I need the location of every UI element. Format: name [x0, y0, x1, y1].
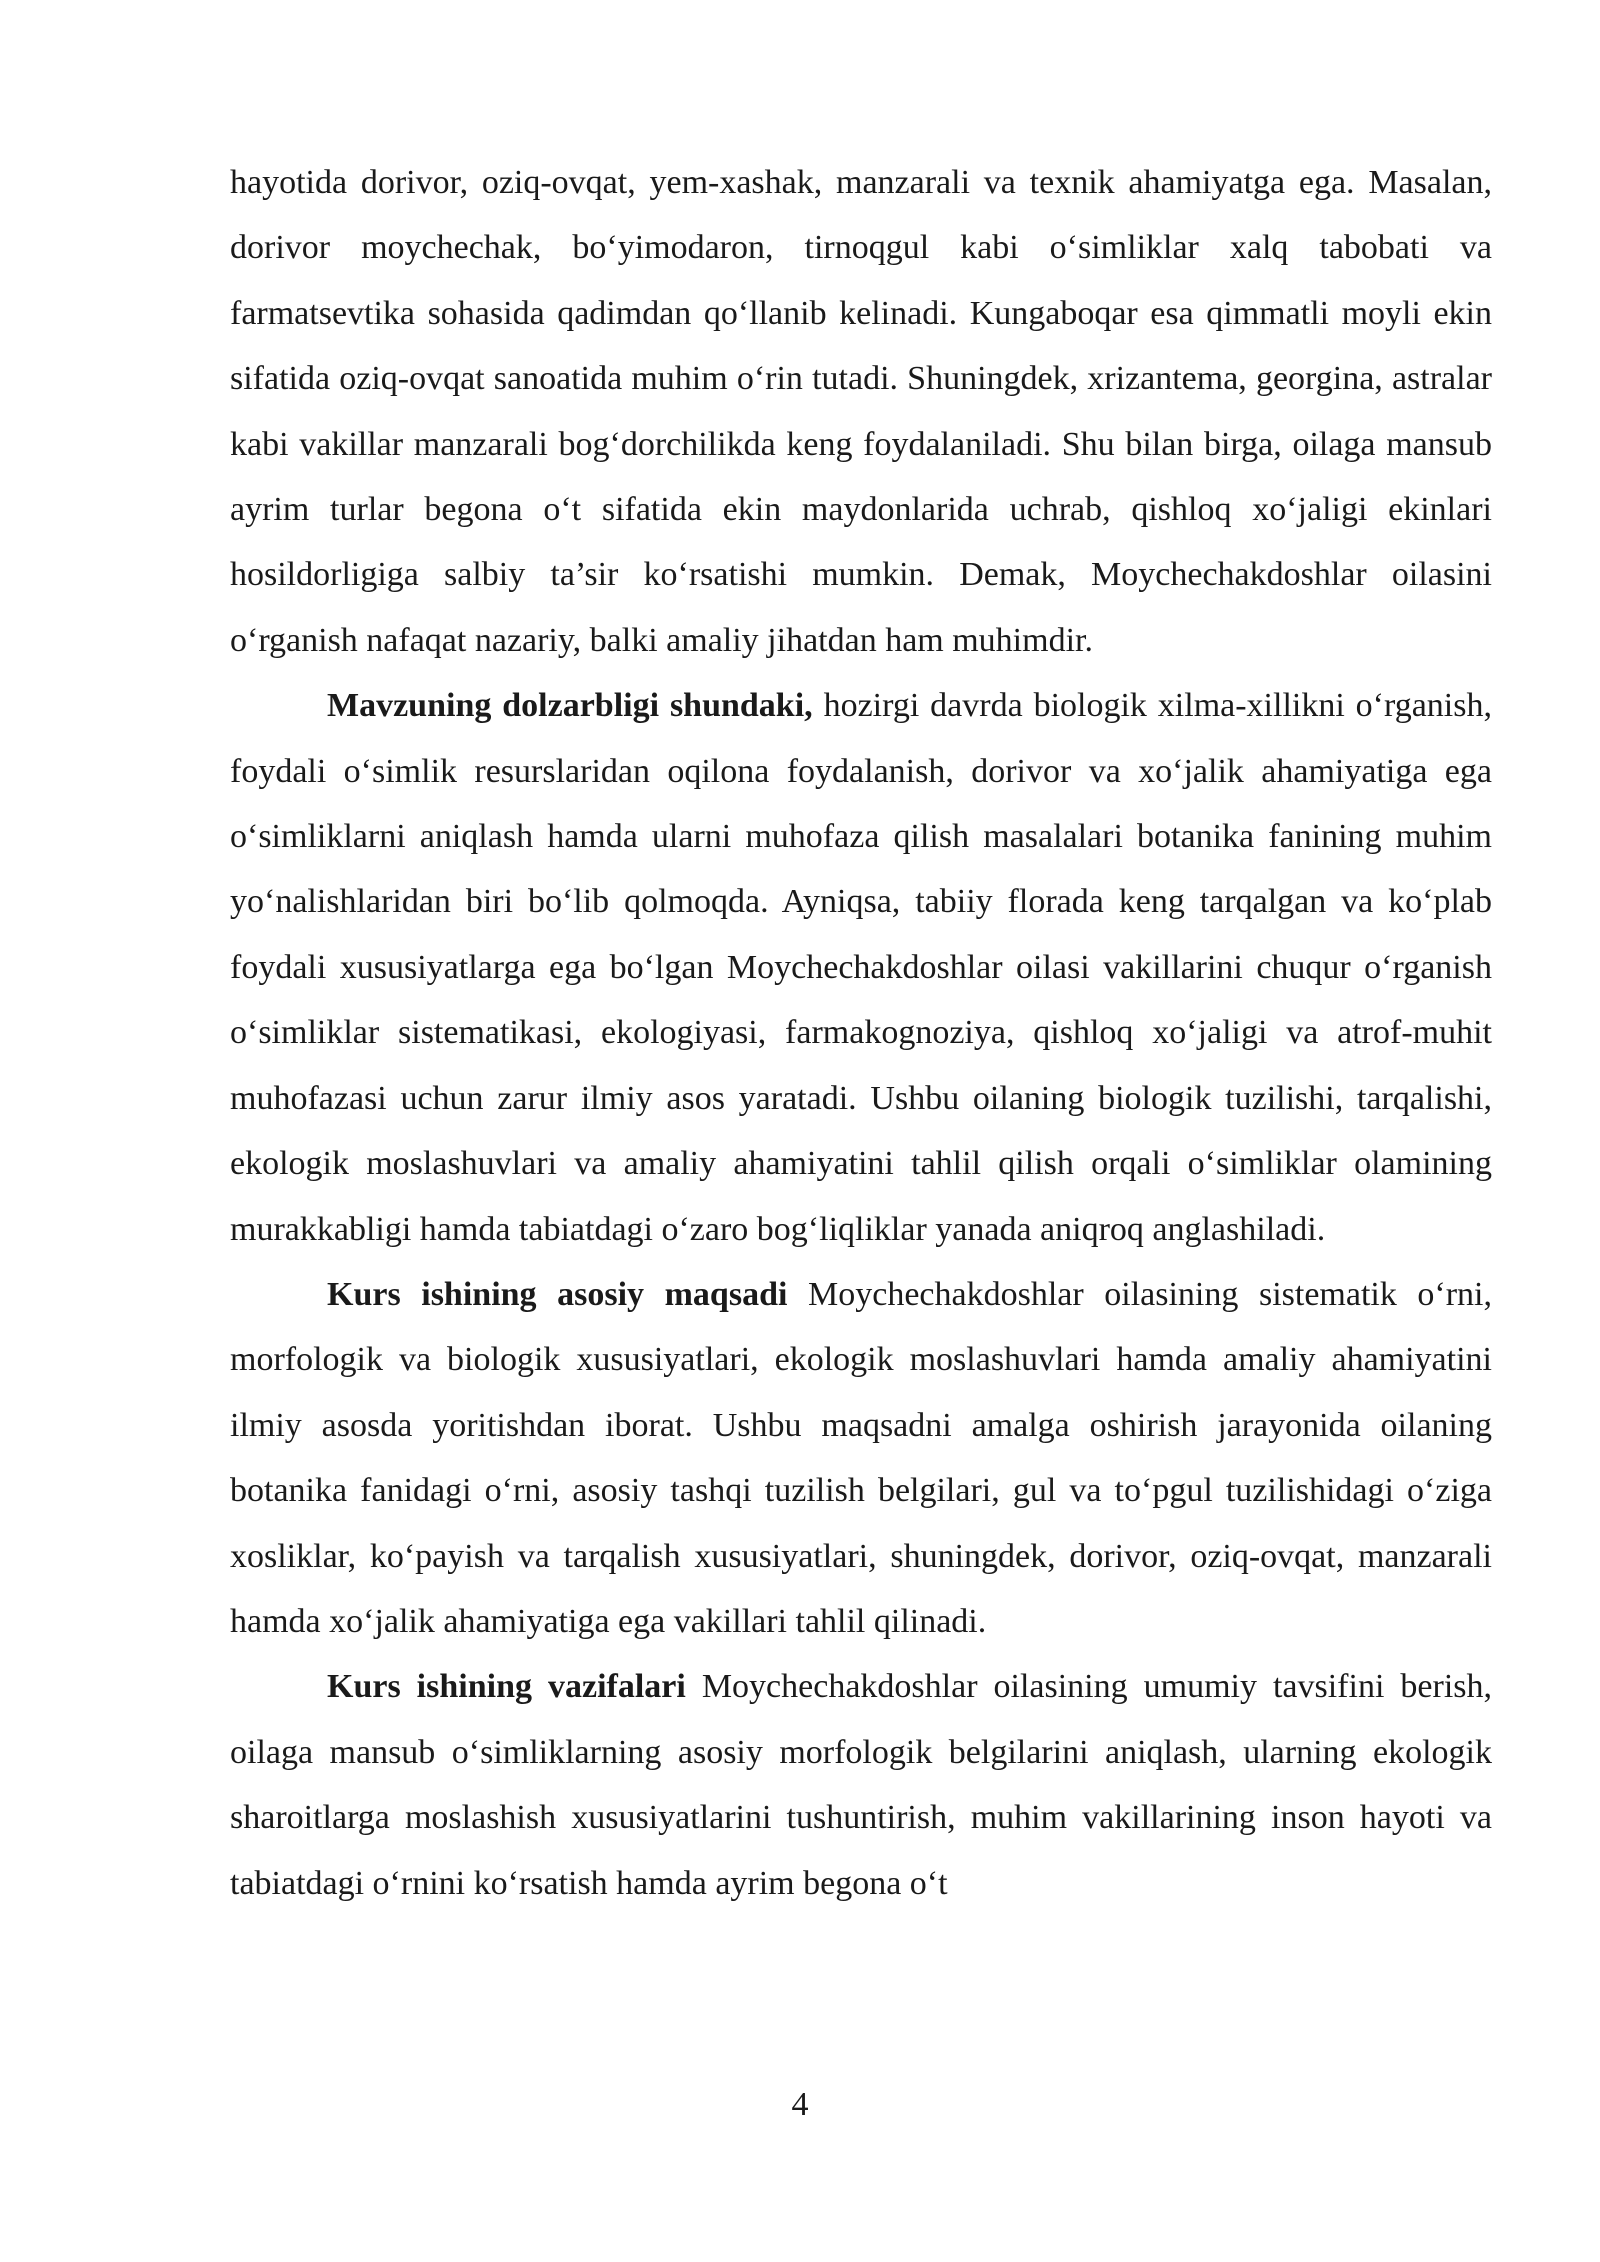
paragraph-goal [230, 1262, 1492, 1654]
body-text [230, 150, 1492, 1916]
paragraph-text: Moychechakdoshlar oilasining umumiy tavsifini berish, oilaga mansub o‘simliklarning asosiy morfologik belgilarini aniqlash, ularning ekologik sharoitlarga moslashish xususiyatlarini tushuntirish, muhim vakillarining inson hayoti va tabiatdagi o‘rnini ko‘rsatish hamda ayrim begona o‘t [230, 1668, 1492, 1902]
paragraph-lead: Mavzuning dolzarbligi shundaki, [327, 687, 813, 725]
page-number: 4 [791, 2086, 809, 2123]
paragraph-continuation [230, 150, 1492, 673]
paragraph-tasks [230, 1654, 1492, 1916]
paragraph-lead: Kurs ishining vazifalari [327, 1668, 686, 1706]
paragraph-lead: Kurs ishining asosiy maqsadi [327, 1275, 788, 1313]
paragraph-relevance [230, 673, 1492, 1262]
paragraph-text: Moychechakdoshlar oilasining sistematik o‘rni, morfologik va biologik xususiyatlari, ekologik moslashuvlari hamda amaliy ahamiyatini ilmiy asosda yoritishdan iborat. Ushbu maqsadni amalga oshirish jarayonida oilaning botanika fanidagi o‘rni, asosiy tashqi tuzilish belgilari, gul va to‘pgul tuzilishidagi o‘ziga xosliklar, ko‘payish va tarqalish xususiyatlari, shuningdek, dorivor, oziq-ovqat, manzarali hamda xo‘jalik ahamiyatiga ega vakillari tahlil qilinadi. [230, 1275, 1493, 1640]
paragraph-text: hozirgi davrda biologik xilma-xillikni o‘rganish, foydali o‘simlik resurslaridan oqilona foydalanish, dorivor va xo‘jalik ahamiyatiga ega o‘simliklarni aniqlash hamda ularni muhofaza qilish masalalari botanika fanining muhim yo‘nalishlaridan biri bo‘lib qolmoqda. Ayniqsa, tabiiy florada keng tarqalgan va ko‘plab foydali xususiyatlarga ega bo‘lgan Moychechakdoshlar oilasi vakillarini chuqur o‘rganish o‘simliklar sistematikasi, ekologiyasi, farmakognoziya, qishloq xo‘jaligi va atrof-muhit muhofazasi uchun zarur ilmiy asos yaratadi. Ushbu oilaning biologik tuzilishi, tarqalishi, ekologik moslashuvlari va amaliy ahamiyatini tahlil qilish orqali o‘simliklar olamining murakkabligi hamda tabiatdagi o‘zaro bog‘liqliklar yanada aniqroq anglashiladi. [230, 687, 1492, 1248]
paragraph-text: hayotida dorivor, oziq-ovqat, yem-xashak, manzarali va texnik ahamiyatga ega. Masalan, dorivor moychechak, bo‘yimodaron, tirnoqgul kabi o‘simliklar xalq tabobati va farmatsevtika sohasida qadimdan qo‘llanib kelinadi. Kungaboqar esa qimmatli moyli ekin sifatida oziq-ovqat sanoatida muhim o‘rin tutadi. Shuningdek, xrizantema, georgina, astralar kabi vakillar manzarali bog‘dorchilikda keng foydalaniladi. Shu bilan birga, oilaga mansub ayrim turlar begona o‘t sifatida ekin maydonlarida uchrab, qishloq xo‘jaligi ekinlari hosildorligiga salbiy ta’sir ko‘rsatishi mumkin. Demak, Moychechakdoshlar oilasini o‘rganish nafaqat nazariy, balki amaliy jihatdan ham muhimdir. [230, 164, 1492, 659]
